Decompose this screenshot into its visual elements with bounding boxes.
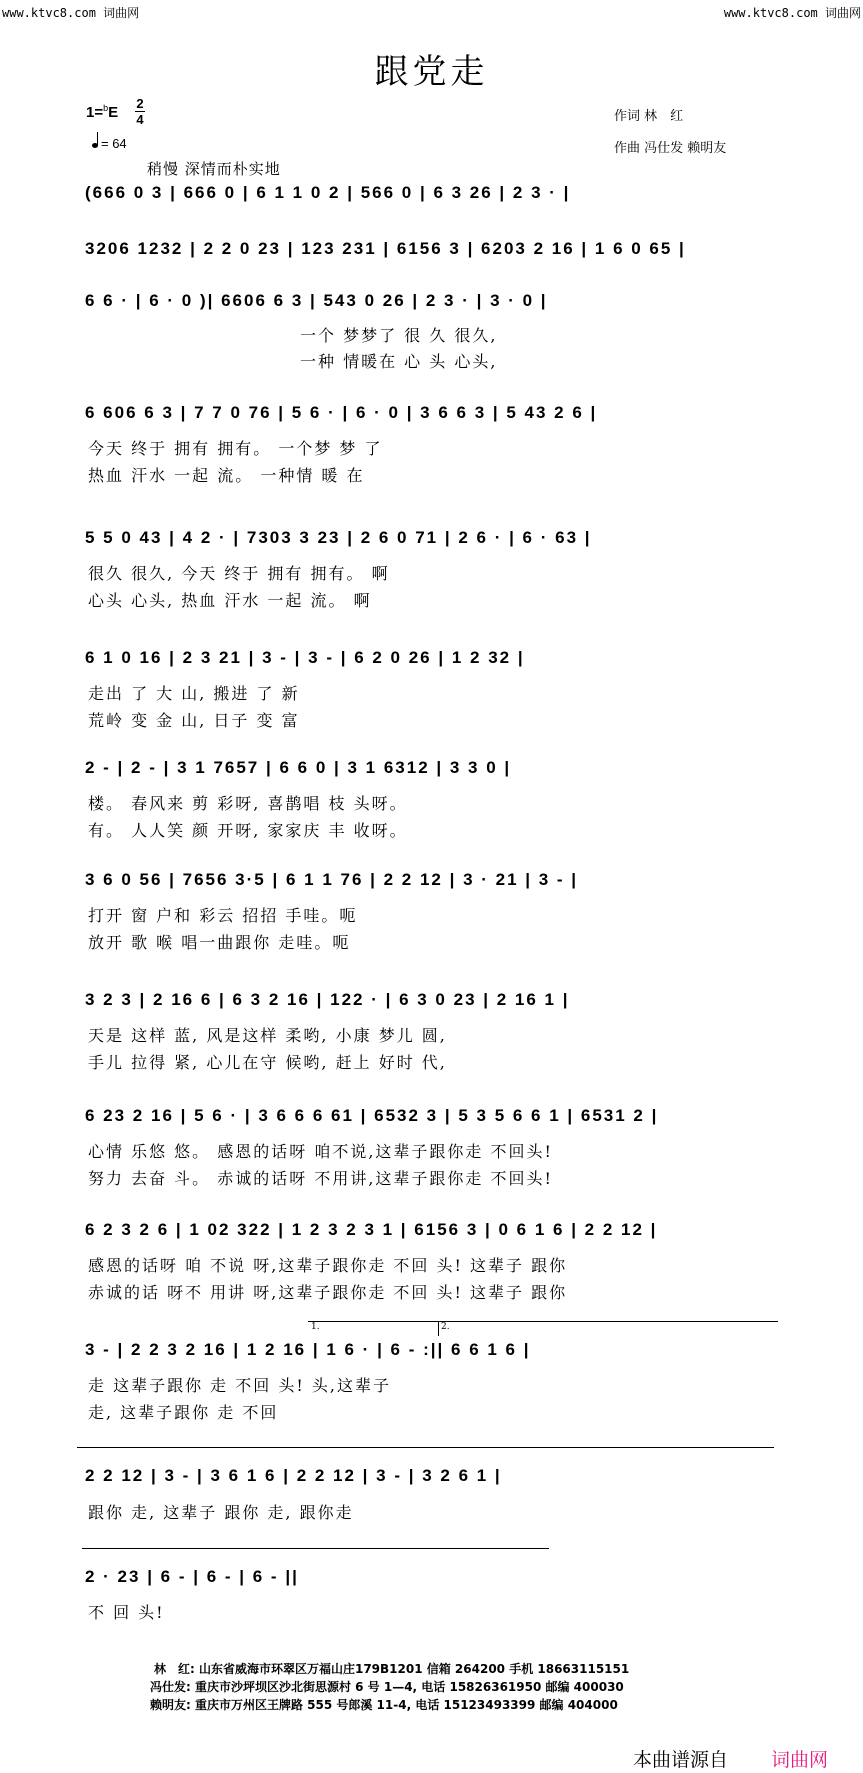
volta-1-end [438, 1321, 439, 1336]
lyric-row-11-verse-2: 赤诚的话 呀不 用讲 呀,这辈子跟你走 不回 头! 这辈子 跟你 [88, 1283, 568, 1302]
contact-lai-mingyou: 赖明友: 重庆市万州区王牌路 555 号郎溪 11-4, 电话 15123493399 邮编 404000 [150, 1698, 618, 1712]
lyric-row-7-verse-2: 有。 人人笑 颜 开呀, 家家庆 丰 收呀。 [88, 821, 408, 840]
lyric-row-8-verse-1: 打开 窗 户和 彩云 招招 手哇。呃 [88, 906, 358, 925]
lyric-row-11-verse-1: 感恩的话呀 咱 不说 呀,这辈子跟你走 不回 头! 这辈子 跟你 [88, 1256, 568, 1275]
score-row-1: (666 0 3 | 666 0 | 6 1 1 0 2 | 566 0 | 6 3 26 | 2 3 · | [85, 183, 571, 202]
flat-icon: b [103, 103, 109, 113]
key-note: E [108, 104, 119, 121]
lyric-row-13: 跟你 走, 这辈子 跟你 走, 跟你走 [88, 1503, 354, 1522]
score-row-14: 2 · 23 | 6 - | 6 - | 6 - || [85, 1567, 299, 1586]
lyric-row-10-verse-1: 心情 乐悠 悠。 感恩的话呀 咱不说,这辈子跟你走 不回头! [88, 1142, 553, 1161]
score-row-9: 3 2 3 | 2 16 6 | 6 3 2 16 | 122 · | 6 3 0 23 | 2 16 1 | [85, 990, 570, 1009]
song-title: 跟党走 [374, 52, 489, 92]
lyric-row-3-verse-1: 一个 梦梦了 很 久 很久, [300, 326, 498, 345]
volta-2-continuation [77, 1447, 774, 1448]
lyric-row-12-verse-1: 走 这辈子跟你 走 不回 头! 头,这辈子 [88, 1376, 391, 1395]
score-row-7: 2 - | 2 - | 3 1 7657 | 6 6 0 | 3 1 6312 | 3 3 0 | [85, 758, 512, 777]
lyric-row-6-verse-1: 走出 了 大 山, 搬进 了 新 [88, 684, 300, 703]
lyric-row-4-verse-1: 今天 终于 拥有 拥有。 一个梦 梦 了 [88, 439, 383, 458]
score-row-3: 6 6 · | 6 · 0 )| 6606 6 3 | 543 0 26 | 2 3 · | 3 · 0 | [85, 291, 548, 310]
score-row-8: 3 6 0 56 | 7656 3·5 | 6 1 1 76 | 2 2 12 | 3 · 21 | 3 - | [85, 870, 579, 889]
volta-1-label: 1. [311, 1322, 320, 1332]
lyric-row-4-verse-2: 热血 汗水 一起 流。 一种情 暖 在 [88, 466, 365, 485]
lyric-row-5-verse-1: 很久 很久, 今天 终于 拥有 拥有。 啊 [88, 564, 390, 583]
score-row-2: 3206 1232 | 2 2 0 23 | 123 231 | 6156 3 | 6203 2 16 | 1 6 0 65 | [85, 239, 686, 258]
source-label: 本曲谱源自 [633, 1749, 729, 1771]
lyric-row-9-verse-2: 手儿 拉得 紧, 心儿在守 候哟, 赶上 好时 代, [88, 1053, 447, 1072]
contact-lin-hong: 林 红: 山东省威海市环翠区万福山庄179B1201 信箱 264200 手机 18663115151 [154, 1662, 630, 1676]
lyric-row-9-verse-1: 天是 这样 蓝, 风是这样 柔哟, 小康 梦儿 圆, [88, 1026, 447, 1045]
source-site-link[interactable]: 词曲网 [771, 1749, 829, 1771]
score-row-10: 6 23 2 16 | 5 6 · | 3 6 6 6 61 | 6532 3 | 5 3 5 6 6 1 | 6531 2 | [85, 1106, 659, 1125]
watermark-left: www.ktvc8.com 词曲网 [2, 6, 140, 20]
time-signature [135, 97, 145, 126]
lyric-row-14: 不 回 头! [88, 1603, 165, 1622]
lyric-row-8-verse-2: 放开 歌 喉 唱一曲跟你 走哇。呃 [88, 933, 351, 952]
watermark-right: www.ktvc8.com 词曲网 [723, 6, 861, 20]
score-row-4: 6 606 6 3 | 7 7 0 76 | 5 6 · | 6 · 0 | 3 6 6 3 | 5 43 2 6 | [85, 403, 598, 422]
lyric-row-6-verse-2: 荒岭 变 金 山, 日子 变 富 [88, 711, 300, 730]
volta-2-label: 2. [441, 1322, 450, 1332]
contact-feng-shifa: 冯仕发: 重庆市沙坪坝区沙北街思源村 6 号 1—4, 电话 15826361950 邮编 400030 [150, 1680, 624, 1694]
lyric-row-7-verse-1: 楼。 春风来 剪 彩呀, 喜鹊唱 枝 头呀。 [88, 794, 408, 813]
expression-marking: 稍慢 深情而朴实地 [147, 160, 281, 178]
lyric-row-12-verse-2: 走, 这辈子跟你 走 不回 [88, 1403, 279, 1422]
composer-credit: 作曲 冯仕发 赖明友 [614, 141, 727, 156]
key-prefix: 1= [86, 104, 104, 121]
score-row-11: 6 2 3 2 6 | 1 02 322 | 1 2 3 2 3 1 | 6156 3 | 0 6 1 6 | 2 2 12 | [85, 1220, 658, 1239]
key-signature [86, 103, 118, 121]
volta-2-bracket [438, 1321, 778, 1322]
quarter-note-icon [92, 143, 98, 148]
lyricist-credit: 作词 林 红 [614, 109, 684, 124]
lyric-row-3-verse-2: 一种 情暖在 心 头 心头, [300, 352, 498, 371]
time-top: 2 [136, 96, 144, 111]
tempo-value: = 64 [101, 136, 127, 151]
score-row-5: 5 5 0 43 | 4 2 · | 7303 3 23 | 2 6 0 71 | 2 6 · | 6 · 63 | [85, 528, 592, 547]
score-row-13: 2 2 12 | 3 - | 3 6 1 6 | 2 2 12 | 3 - | 3 2 6 1 | [85, 1466, 502, 1485]
score-row-6: 6 1 0 16 | 2 3 21 | 3 - | 3 - | 6 2 0 26 | 1 2 32 | [85, 648, 525, 667]
lyric-row-5-verse-2: 心头 心头, 热血 汗水 一起 流。 啊 [88, 591, 372, 610]
time-bottom: 4 [136, 112, 144, 127]
lyric-row-10-verse-2: 努力 去奋 斗。 赤诚的话呀 不用讲,这辈子跟你走 不回头! [88, 1169, 553, 1188]
ending-bracket [82, 1548, 549, 1549]
score-row-12: 3 - | 2 2 3 2 16 | 1 2 16 | 1 6 · | 6 - :|| 6 6 1 6 | [85, 1340, 531, 1359]
tempo-marking [92, 136, 127, 151]
